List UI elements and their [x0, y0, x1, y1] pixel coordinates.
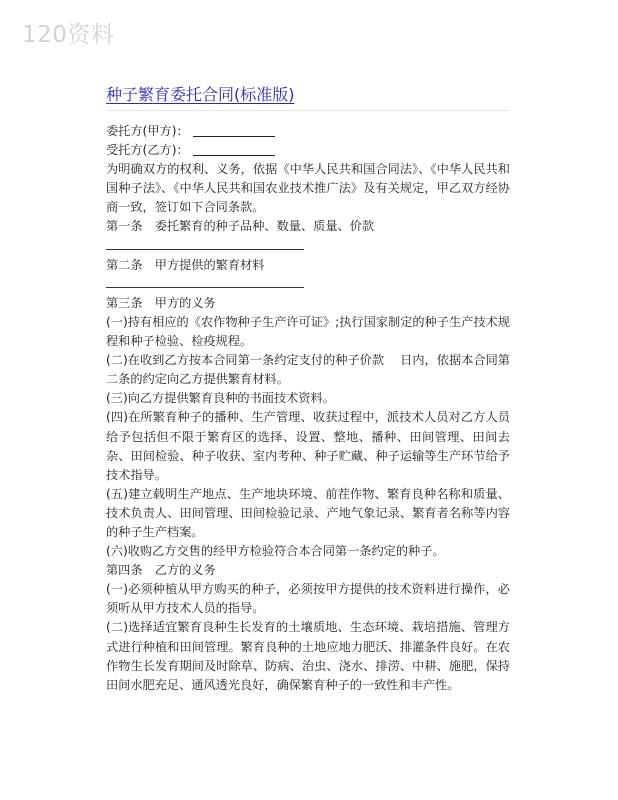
party-b-label: 受托方(乙方)：: [106, 143, 189, 158]
title-divider: [106, 110, 510, 111]
article3-item: (三)向乙方提供繁育良种的书面技术资料。: [106, 391, 335, 406]
party-b-line: [106, 141, 510, 160]
article3-item: (一)持有相应的《农作物种子生产许可证》;执行国家制定的种子生产技术规程和种子检验、检疫规程。: [106, 314, 510, 349]
article2-heading: 第二条 甲方提供的繁育材料: [106, 257, 265, 272]
party-a-label: 委托方(甲方)：: [106, 124, 189, 138]
article4-item: (一)必须种植从甲方购买的种子，必须按甲方提供的技术资料进行操作，必须听从甲方技术人员的指导。: [106, 582, 510, 616]
article3-item: (二)在收到乙方按本合同第一条约定支付的种子价款 日内，依据本合同第二条的约定向乙方提供繁育材料。: [106, 353, 510, 387]
article4-item: (二)选择适宜繁育良种生长发育的土壤质地、生态环境、栽培措施、管理方式进行种植和田间管理。繁育良种的土地应地力肥沃、排灌条件良好。在农作物生长发育期间及时除草、防病、治虫、浇水、排涝、中耕、施肥，保持田间水肥充足、通风透光良好，确保繁育种子的一致性和丰产性。: [106, 620, 510, 692]
party-a-blank: [193, 124, 275, 137]
article3-item: (四)在所繁育种子的播种、生产管理、收获过程中，派技术人员对乙方人员给予包括但不限于繁育区的选择、设置、整地、播种、田间管理、田间去杂、田间检验、种子收获、室内考种、种子贮藏、种子运输等生产环节给予技术指导。: [106, 410, 510, 482]
article1-heading: 第一条 委托繁育的种子品种、数量、质量、价款: [106, 219, 375, 234]
article2-blank: [106, 275, 510, 294]
document-body: [106, 122, 510, 695]
preamble: 为明确双方的权利、义务，依据《中华人民共和国合同法》、《中华人民共和国种子法》、《中华人民共和国农业技术推广法》及有关规定，甲乙双方经协商一致，签订如下合同条款。: [106, 162, 510, 215]
article3-heading: 第三条 甲方的义务: [106, 295, 216, 310]
watermark: 120资料: [22, 22, 115, 48]
document-title[interactable]: 种子繁育委托合同(标准版): [106, 85, 295, 104]
party-a-line: [106, 122, 510, 141]
article3-item: (六)收购乙方交售的经甲方检验符合本合同第一条约定的种子。: [106, 544, 445, 559]
article1-blank: [106, 237, 510, 256]
party-b-blank: [193, 143, 275, 156]
article3-item: (五)建立载明生产地点、生产地块环境、前茬作物、繁育良种名称和质量、技术负责人、田间管理、田间检验记录、产地气象记录、繁育者名称等内容的种子生产档案。: [106, 486, 510, 539]
article4-heading: 第四条 乙方的义务: [106, 563, 216, 578]
